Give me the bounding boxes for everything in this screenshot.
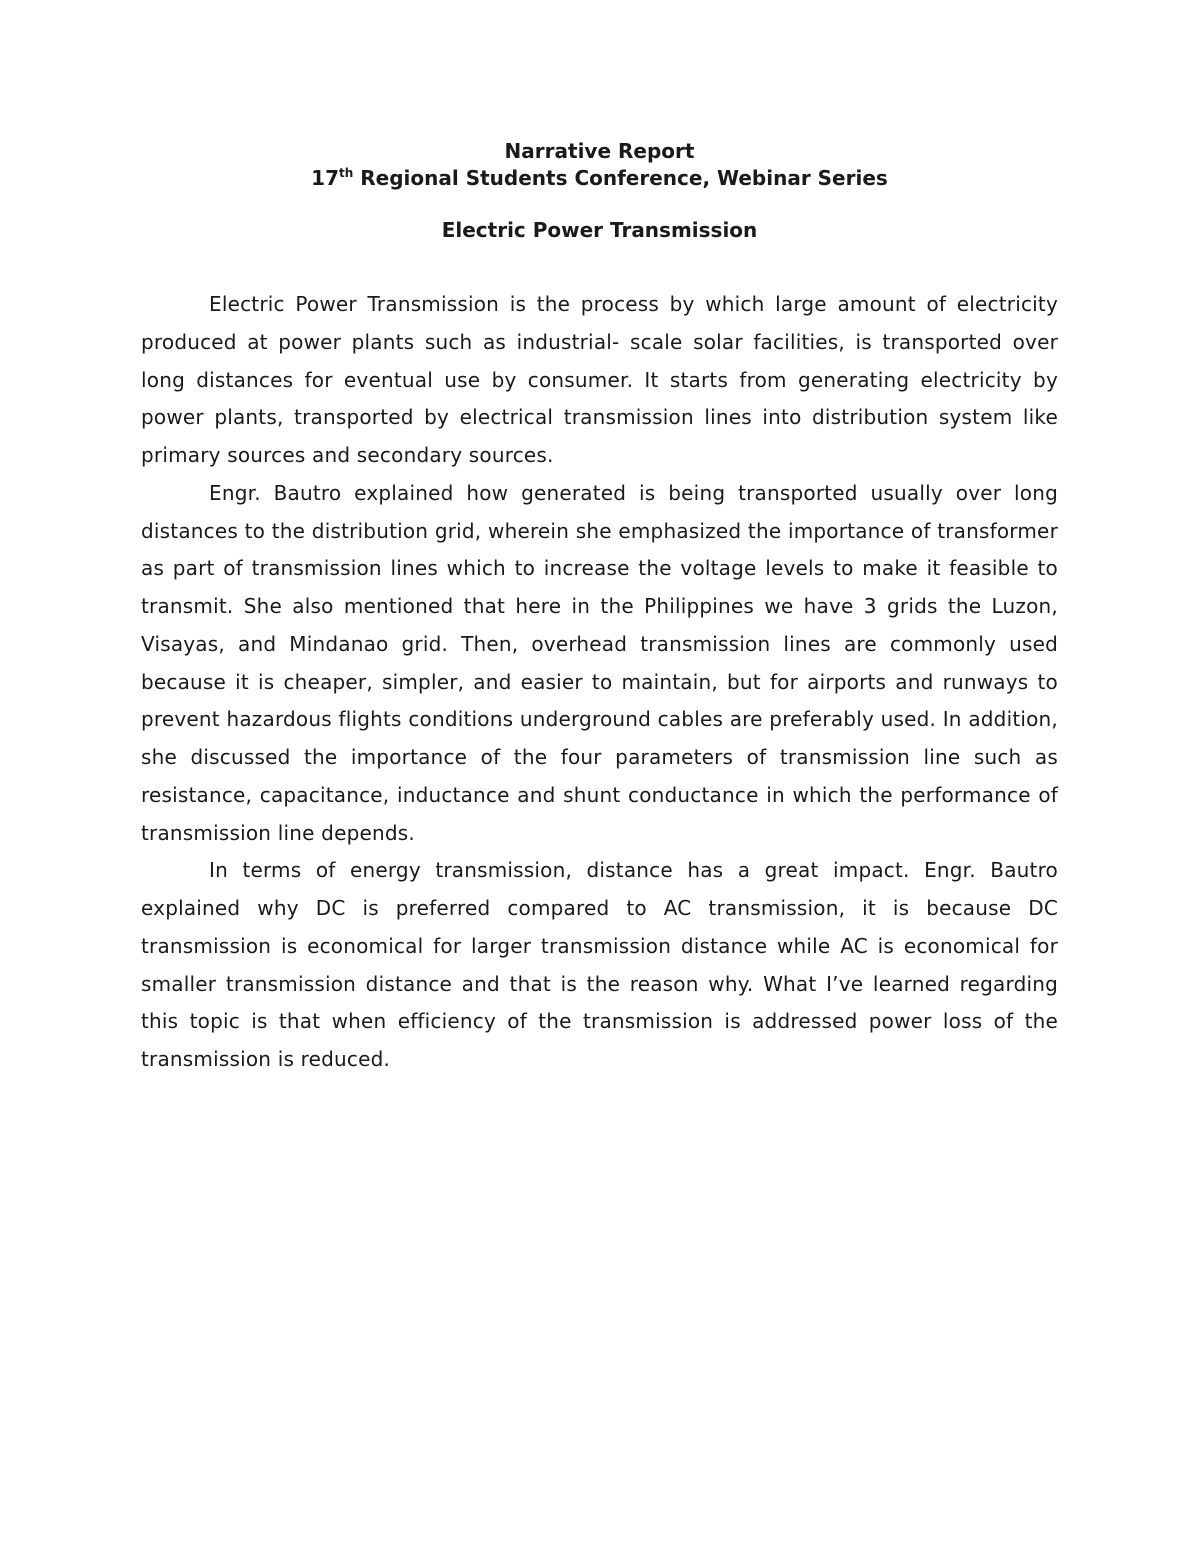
subtitle-text: Regional Students Conference, Webinar Series [353, 166, 888, 190]
body-paragraph: Electric Power Transmission is the process by which large amount of electricity produced at power plants such as industrial- scale solar facilities, is transported over long distances for eventual use by consumer. It starts from generating electricity by power plants, transported by electrical transmission lines into distribution system like primary sources and secondary sources. [141, 292, 1058, 467]
body-paragraph: In terms of energy transmission, distance has a great impact. Engr. Bautro explained why DC is preferred compared to AC transmission, it is because DC transmission is economical for larger transmission distance while AC is economical for smaller transmission distance and that is the reason why. What I’ve learned regarding this topic is that when efficiency of the transmission is addressed power loss of the transmission is reduced. [141, 858, 1058, 1071]
report-subtitle [141, 165, 1058, 192]
subtitle-number: 17 [311, 166, 340, 190]
subtitle-superscript: th [339, 166, 354, 180]
report-body [141, 286, 1058, 1079]
report-title: Narrative Report [504, 139, 695, 163]
body-paragraph: Engr. Bautro explained how generated is being transported usually over long distances to the distribution grid, wherein she emphasized the importance of transformer as part of transmission lines which to increase the voltage levels to make it feasible to transmit. She also mentioned that here in the Philippines we have 3 grids the Luzon, Visayas, and Mindanao grid. Then, overhead transmission lines are commonly used because it is cheaper, simpler, and easier to maintain, but for airports and runways to prevent hazardous flights conditions underground cables are preferably used. In addition, she discussed the importance of the four parameters of transmission line such as resistance, capacitance, inductance and shunt conductance in which the performance of transmission line depends. [141, 480, 1058, 845]
topic-heading: Electric Power Transmission [441, 218, 758, 242]
document-page [141, 138, 1058, 1079]
